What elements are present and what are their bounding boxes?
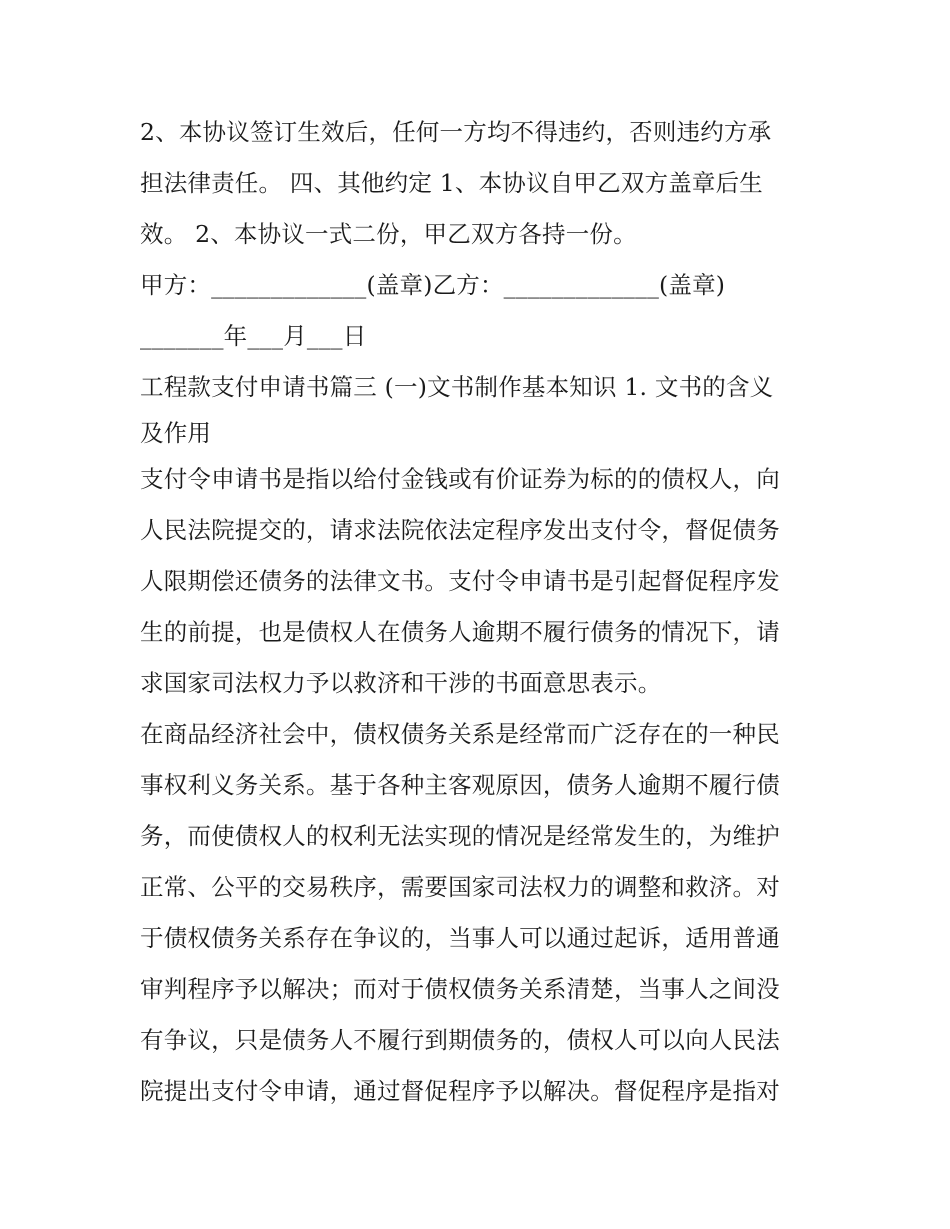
text-line: 院提出支付令申请，通过督促程序予以解决。督促程序是指对 [140,1077,780,1105]
text-line: 担法律责任。 四、其他约定 1、本协议自甲乙双方盖章后生 [140,169,763,197]
text-line: 人限期偿还债务的法律文书。支付令申请书是引起督促程序发 [140,567,780,595]
text-line: 务，而使债权人的权利无法实现的情况是经常发生的，为维护 [140,822,780,850]
date-line: _______年___月___日 [140,322,367,350]
text-line: 在商品经济社会中，债权债务关系是经常而广泛存在的一种民 [140,720,780,748]
text-line: 求国家司法权力予以救济和干涉的书面意思表示。 [140,669,662,697]
text-line: 审判程序予以解决；而对于债权债务关系清楚，当事人之间没 [140,975,780,1003]
text-line: 生的前提，也是债权人在债务人逾期不履行债务的情况下，请 [140,618,780,646]
text-line: 于债权债务关系存在争议的，当事人可以通过起诉，适用普通 [140,924,780,952]
document-page [140,107,820,1117]
section-heading-continued: 及作用 [140,419,212,447]
text-line: 人民法院提交的，请求法院依法定程序发出支付令，督促债务 [140,516,780,544]
text-line: 支付令申请书是指以给付金钱或有价证券为标的的债权人，向 [140,465,780,493]
text-line: 效。 2、本协议一式二份，甲乙双方各持一份。 [140,220,637,248]
text-line: 2、本协议签订生效后，任何一方均不得违约，否则违约方承 [140,118,772,146]
text-line: 正常、公平的交易秩序，需要国家司法权力的调整和救济。对 [140,873,780,901]
text-line: 事权利义务关系。基于各种主客观原因，债务人逾期不履行债 [140,771,780,799]
signature-line: 甲方：_____________(盖章)乙方：_____________(盖章) [140,271,726,299]
text-line: 有争议，只是债务人不履行到期债务的，债权人可以向人民法 [140,1026,780,1054]
section-heading: 工程款支付申请书篇三 (一)文书制作基本知识 1. 文书的含义 [140,373,774,401]
